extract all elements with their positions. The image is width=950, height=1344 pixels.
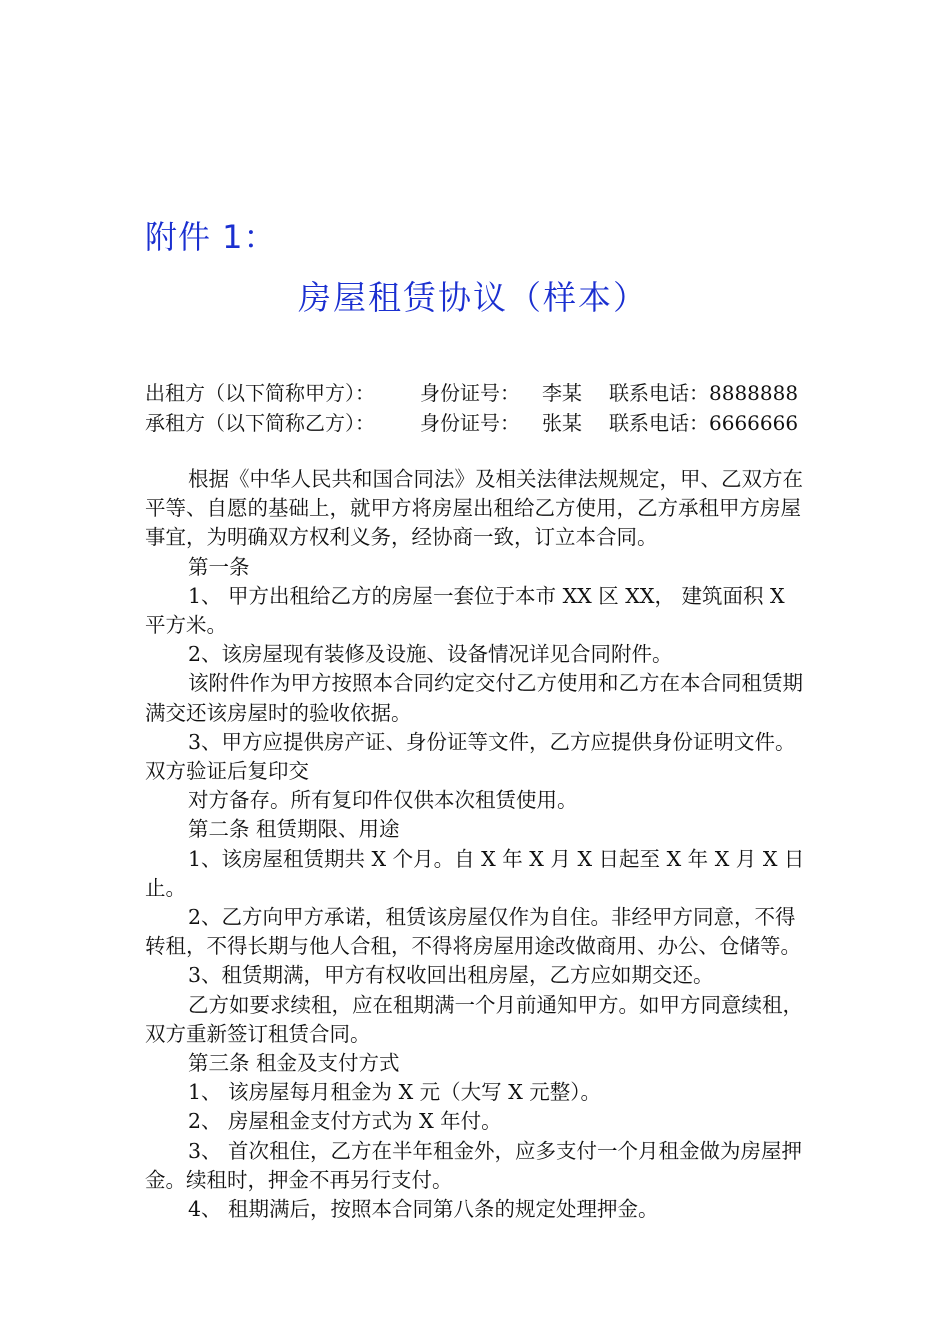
article-2-clause-2: 2、乙方向甲方承诺，租赁该房屋仅作为自住。非经甲方同意，不得转租，不得长期与他人合租，不得将房屋用途改做商用、办公、仓储等。 [145,905,801,959]
article-1-clause-1: 1、 甲方出租给乙方的房屋一套位于本市 XX 区 XX， 建筑面积 X 平方米。 [145,583,785,638]
article-2-renewal: 乙方如要求续租，应在租期满一个月前通知甲方。如甲方同意续租，双方重新签订租赁合同。 [145,992,803,1046]
lessor-phone: 联系电话：8888888 [609,381,799,405]
article-1-clause-3-cont: 双方验证后复印交 [145,759,309,784]
lessor-line [145,378,865,408]
lessee-phone: 联系电话：6666666 [609,411,799,435]
article-3-clause-3: 3、 首次租住，乙方在半年租金外，应多支付一个月租金做为房屋押金。续租时，押金不再另行支付。 [145,1138,803,1192]
article-3-clause-1: 1、 该房屋每月租金为 X 元（大写 X 元整）。 [188,1080,602,1105]
lessor-role: 出租方（以下简称甲方）： [145,381,375,405]
lessee-line [145,408,865,438]
lessee-name: 张某 [542,411,582,435]
parties-block [145,378,865,438]
lessor-id-label: 身份证号： [420,381,520,405]
article-2-clause-3: 3、租赁期满，甲方有权收回出租房屋，乙方应如期交还。 [188,963,714,988]
article-2-clause-1: 1、该房屋租赁期共 X 个月。自 X 年 X 月 X 日起至 X 年 X 月 X 日止。 [145,846,805,900]
article-3-clause-2: 2、 房屋租金支付方式为 X 年付。 [188,1109,502,1134]
article-3-clause-4: 4、 租期满后，按照本合同第八条的规定处理押金。 [188,1197,659,1222]
article-1-annex-note: 该附件作为甲方按照本合同约定交付乙方使用和乙方在本合同租赁期满交还该房屋时的验收依据。 [145,671,803,725]
article-1-clause-2: 2、该房屋现有装修及设施、设备情况详见合同附件。 [188,642,673,667]
document-title: 房屋租赁协议（样本） [298,278,648,317]
article-2-heading: 第二条 租赁期限、用途 [188,817,400,842]
lessor-name: 李某 [542,381,582,405]
lessee-role: 承租方（以下简称乙方）： [145,411,375,435]
article-3-heading: 第三条 租金及支付方式 [188,1051,400,1076]
contract-body [145,465,810,1224]
attachment-label: 附件 1： [145,218,277,256]
article-1-heading: 第一条 [188,554,250,579]
lessee-id-label: 身份证号： [420,411,520,435]
preamble-paragraph: 根据《中华人民共和国合同法》及相关法律法规规定，甲、乙双方在平等、自愿的基础上，就甲方将房屋出租给乙方使用，乙方承租甲方房屋事宜，为明确双方权利义务，经协商一致，订立本合同。 [145,467,803,550]
article-1-clause-3: 3、甲方应提供房产证、身份证等文件，乙方应提供身份证明文件。 [188,729,796,754]
article-1-clause-3-end: 对方备存。所有复印件仅供本次租赁使用。 [188,788,578,813]
